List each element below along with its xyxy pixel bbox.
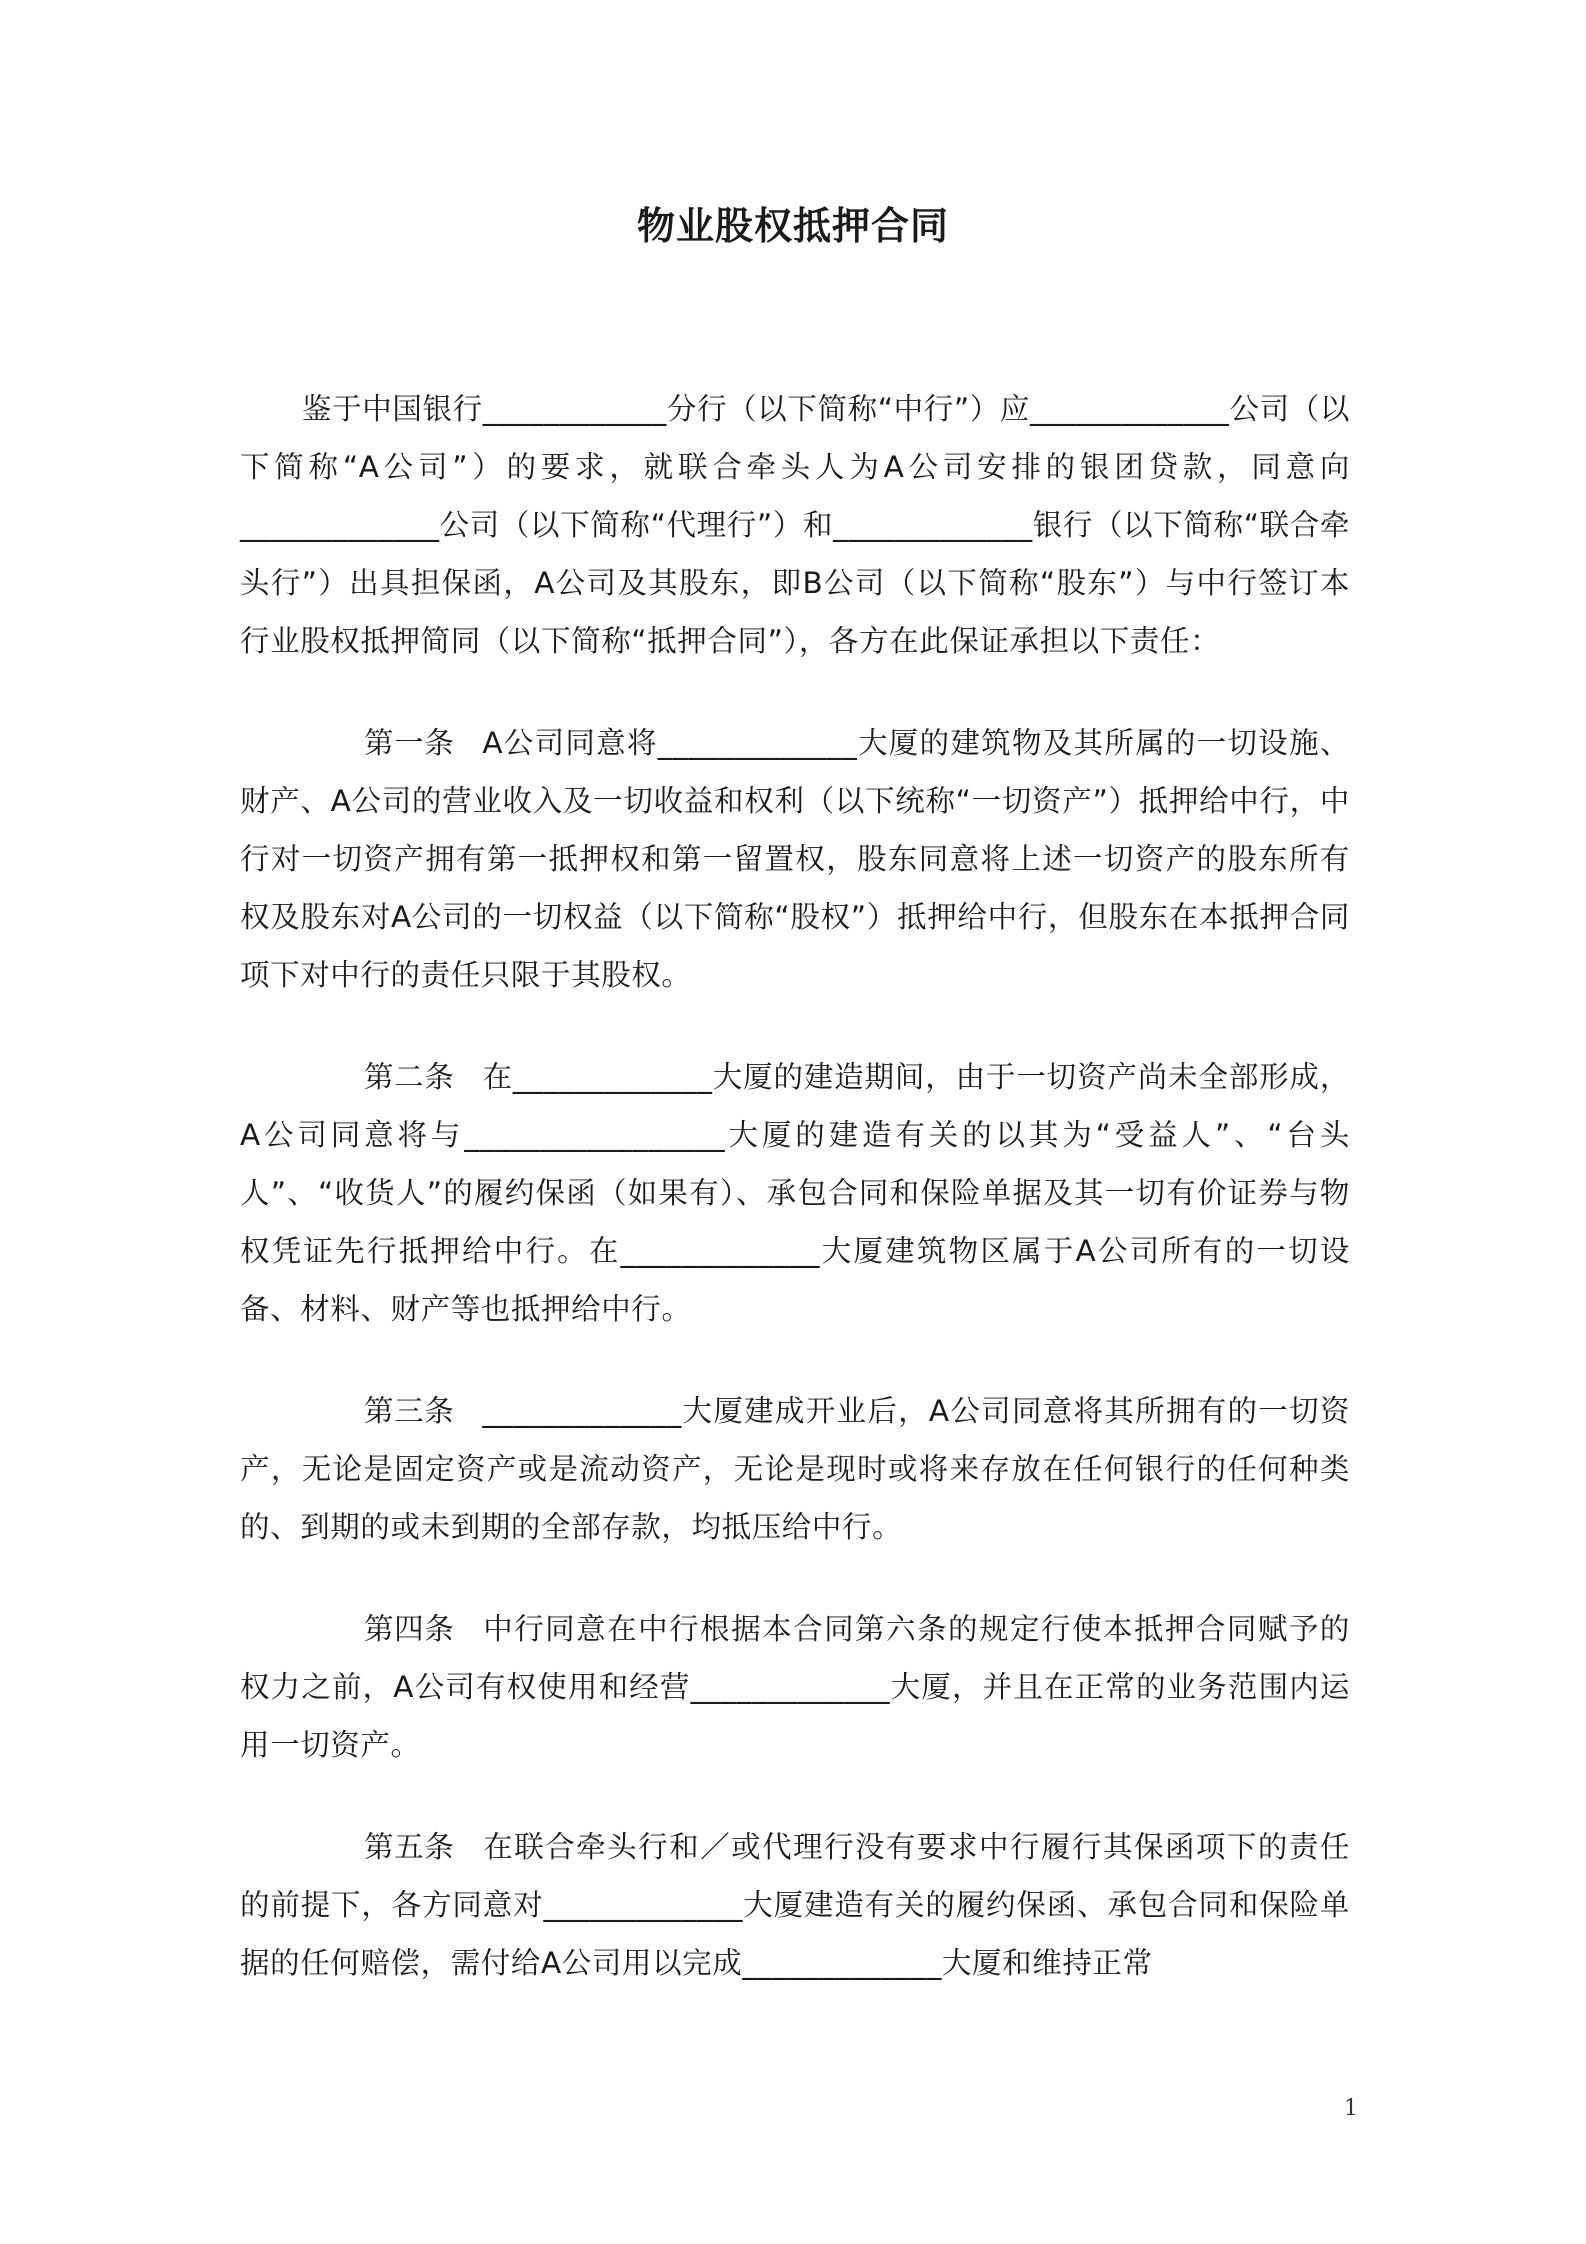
article-5 — [240, 1818, 1350, 1992]
article-1-label: 第一条 — [364, 726, 455, 760]
article-2-label: 第二条 — [364, 1060, 455, 1094]
article-4 — [240, 1600, 1350, 1774]
article-3-text: _____________大厦建成开业后，A公司同意将其所拥有的一切资产，无论是固定资产或是流动资产，无论是现时或将来存放在任何银行的任何种类的、到期的或未到期的全部存款，均抵压给中行。 — [240, 1394, 1350, 1544]
article-3 — [240, 1382, 1350, 1556]
article-2-text: 在_____________大厦的建造期间，由于一切资产尚未全部形成，A公司同意将与_________________大厦的建造有关的以其为“受益人”、“台头人”、“收货人”的履约保函（如果有）、承包合同和保险单据及其一切有价证券与物权凭证先行抵押给中行。在_____________大厦建筑物区属于A公司所有的一切设备、材料、财产等也抵押给中行。 — [240, 1060, 1351, 1326]
article-1-text: A公司同意将_____________大厦的建筑物及其所属的一切设施、财产、A公司的营业收入及一切收益和权利（以下统称“一切资产”）抵押给中行，中行对一切资产拥有第一抵押权和第一留置权，股东同意将上述一切资产的股东所有权及股东对A公司的一切权益（以下简称“股权”）抵押给中行，但股东在本抵押合同项下对中行的责任只限于其股权。 — [240, 726, 1350, 992]
article-4-label: 第四条 — [364, 1612, 455, 1646]
article-3-label: 第三条 — [364, 1394, 455, 1428]
preamble-paragraph: 鉴于中国银行____________分行（以下简称“中行”）应_____________公司（以下简称“A公司”）的要求，就联合牵头人为A公司安排的银团贷款，同意向_____________公司（以下简称“代理行”）和_____________银行（以下简称“联合牵头行”）出具担保函，A公司及其股东，即B公司（以下简称“股东”）与中行签订本行业股权抵押简同（以下简称“抵押合同”），各方在此保证承担以下责任： — [240, 392, 1350, 658]
document-title: 物业股权抵押合同 — [636, 204, 949, 248]
article-1 — [240, 714, 1350, 1004]
page-number: 1 — [1344, 2096, 1358, 2121]
article-5-label: 第五条 — [364, 1830, 455, 1864]
article-5-text: 在联合牵头行和／或代理行没有要求中行履行其保函项下的责任的前提下，各方同意对_____________大厦建造有关的履约保函、承包合同和保险单据的任何赔偿，需付给A公司用以完成_____________大厦和维持正常 — [240, 1830, 1350, 1980]
article-2 — [240, 1048, 1350, 1338]
document-body — [240, 380, 1350, 2036]
article-4-text: 中行同意在中行根据本合同第六条的规定行使本抵押合同赋予的权力之前，A公司有权使用和经营_____________大厦，并且在正常的业务范围内运用一切资产。 — [240, 1612, 1350, 1762]
